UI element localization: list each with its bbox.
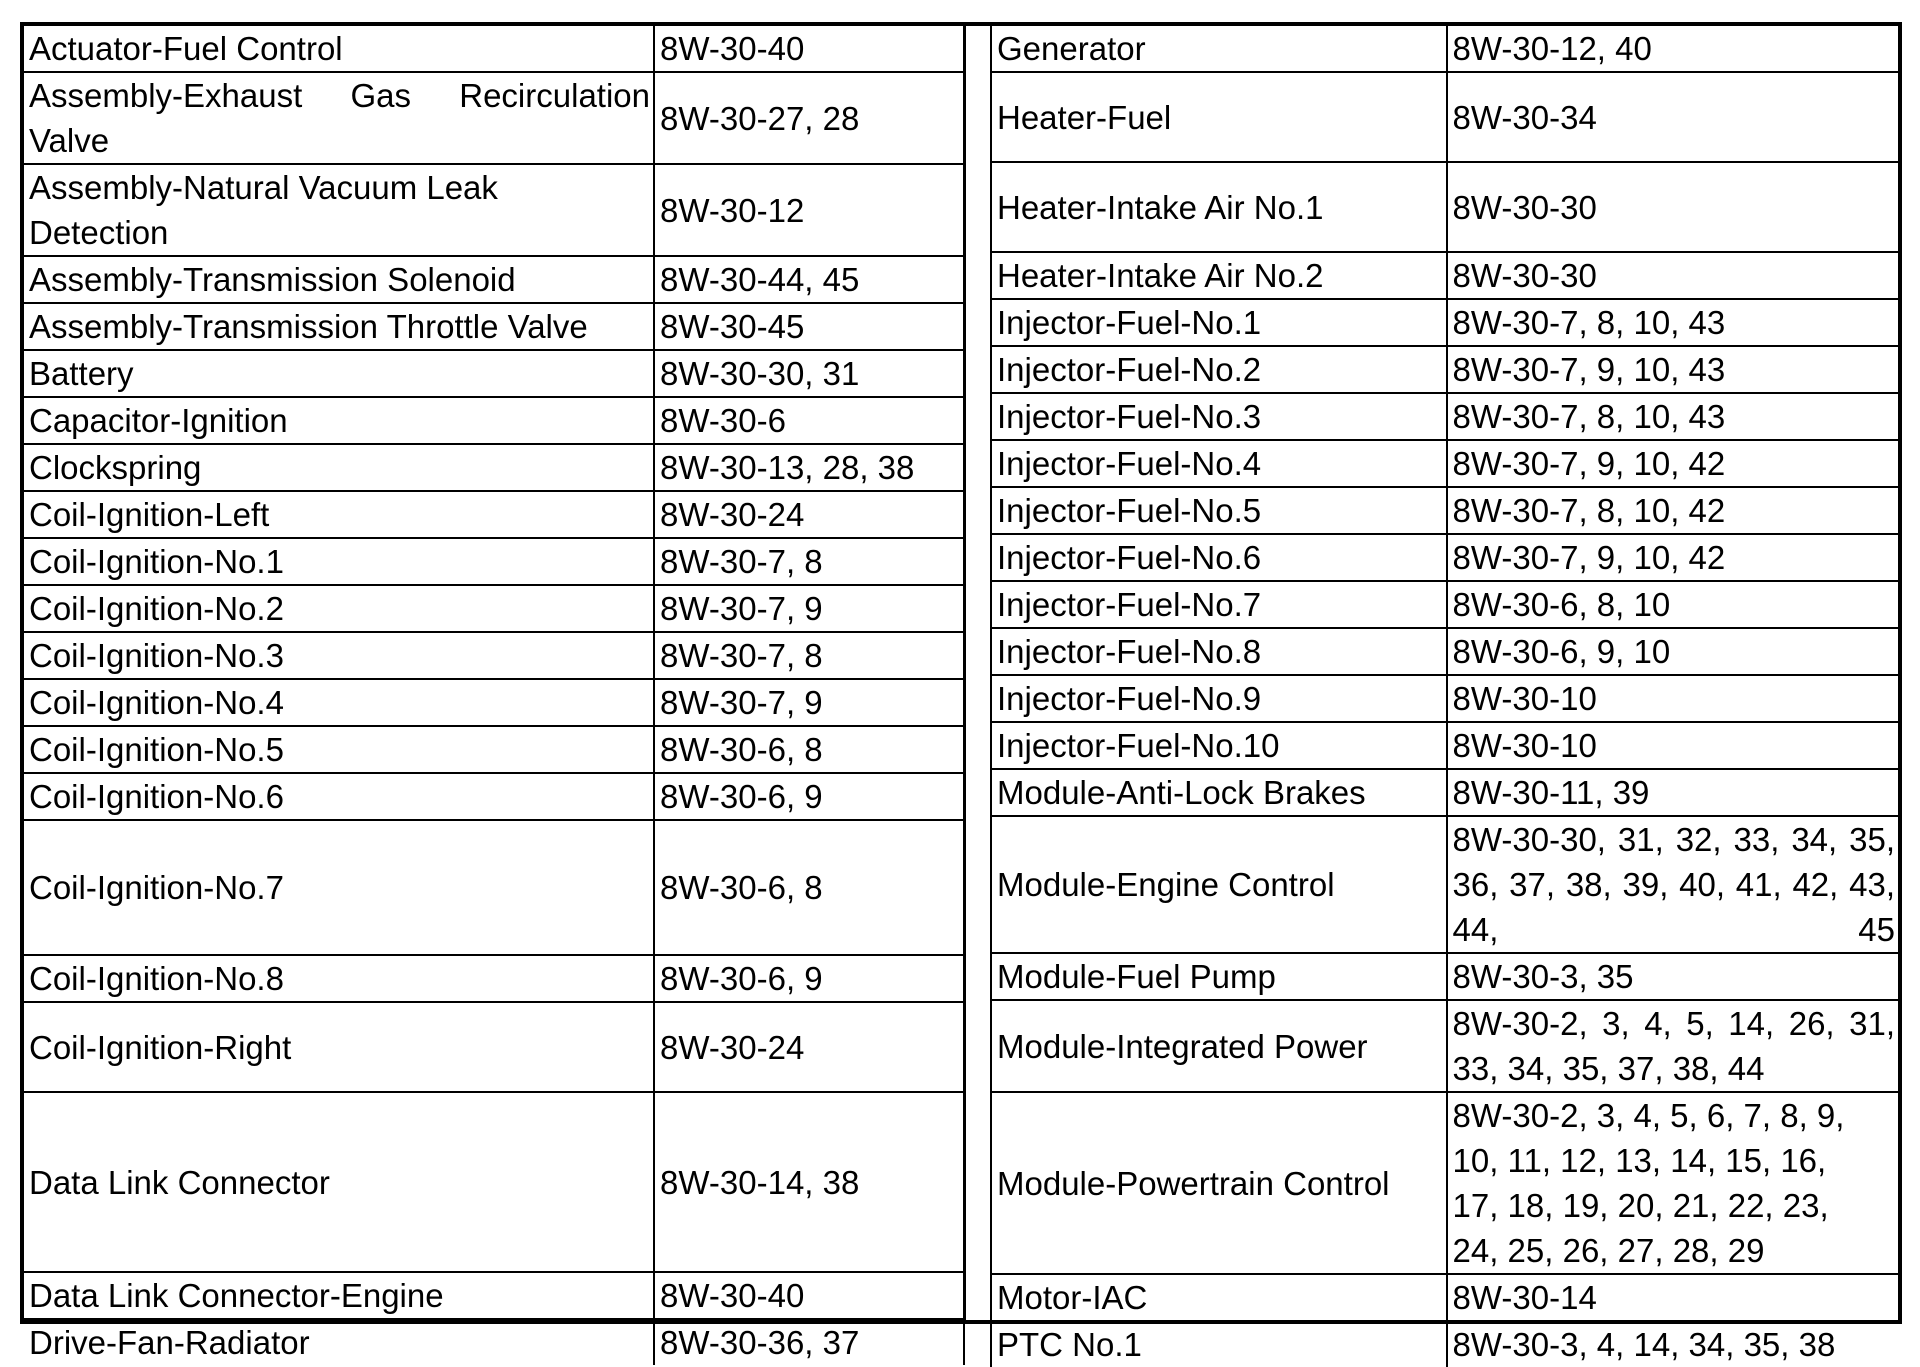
page-references: 8W-30-30, 31	[654, 350, 964, 397]
table-row	[991, 72, 1898, 162]
component-name: Injector-Fuel-No.3	[991, 393, 1447, 440]
page-references: 8W-30-30	[1447, 252, 1898, 299]
page-references: 8W-30-7, 8	[654, 538, 964, 585]
table-row	[24, 350, 964, 397]
table-row	[24, 1002, 964, 1092]
component-name: Coil-Ignition-No.1	[24, 538, 654, 585]
page-references: 8W-30-3, 4, 14, 34, 35, 38	[1447, 1321, 1898, 1367]
component-name: Injector-Fuel-No.2	[991, 346, 1447, 393]
component-name: Coil-Ignition-No.5	[24, 726, 654, 773]
page-references: 8W-30-14, 38	[654, 1092, 964, 1272]
component-name: Injector-Fuel-No.10	[991, 722, 1447, 769]
component-name: Actuator-Fuel Control	[24, 26, 654, 72]
component-table-right	[990, 26, 1898, 1367]
table-row	[991, 628, 1898, 675]
table-row	[24, 632, 964, 679]
table-row	[24, 820, 964, 955]
table-row	[24, 679, 964, 726]
page-references: 8W-30-2, 3, 4, 5, 6, 7, 8, 9, 10, 11, 12, 13, 14, 15, 16, 17, 18, 19, 20, 21, 22, 23, 24, 25, 26, 27, 28, 29	[1447, 1092, 1898, 1274]
table-row	[991, 440, 1898, 487]
page-references: 8W-30-7, 9, 10, 42	[1447, 440, 1898, 487]
component-name: Injector-Fuel-No.6	[991, 534, 1447, 581]
page-references: 8W-30-12, 40	[1447, 26, 1898, 72]
component-name: PTC No.1	[991, 1321, 1447, 1367]
component-name: Heater-Fuel	[991, 72, 1447, 162]
page-references: 8W-30-40	[654, 26, 964, 72]
page-references: 8W-30-13, 28, 38	[654, 444, 964, 491]
component-name: Injector-Fuel-No.9	[991, 675, 1447, 722]
table-row	[991, 487, 1898, 534]
component-name: Coil-Ignition-No.2	[24, 585, 654, 632]
page-references: 8W-30-24	[654, 1002, 964, 1092]
table-row	[991, 1092, 1898, 1274]
page-references: 8W-30-14	[1447, 1274, 1898, 1321]
component-name: Module-Powertrain Control	[991, 1092, 1447, 1274]
component-name: Data Link Connector	[24, 1092, 654, 1272]
table-row	[991, 534, 1898, 581]
page-references: 8W-30-6, 9	[654, 955, 964, 1002]
component-name: Injector-Fuel-No.8	[991, 628, 1447, 675]
component-name: Assembly-Transmission Throttle Valve	[24, 303, 654, 350]
page-references: 8W-30-6, 8	[654, 820, 964, 955]
component-name: Heater-Intake Air No.1	[991, 162, 1447, 252]
component-name: Module-Fuel Pump	[991, 953, 1447, 1000]
table-row	[991, 1321, 1898, 1367]
table-row	[24, 1092, 964, 1272]
table-row	[24, 585, 964, 632]
page-references: 8W-30-6, 9	[654, 773, 964, 820]
table-row	[24, 72, 964, 164]
component-name: Coil-Ignition-No.7	[24, 820, 654, 955]
table-row	[991, 581, 1898, 628]
component-name: Motor-IAC	[991, 1274, 1447, 1321]
page-references: 8W-30-6, 8	[654, 726, 964, 773]
table-row	[24, 164, 964, 256]
component-name: Coil-Ignition-Right	[24, 1002, 654, 1092]
component-name: Assembly-Natural Vacuum Leak Detection	[24, 164, 654, 256]
table-row	[991, 26, 1898, 72]
table-row	[24, 538, 964, 585]
page-references: 8W-30-36, 37	[654, 1319, 964, 1365]
page-references: 8W-30-7, 8, 10, 43	[1447, 393, 1898, 440]
page-references: 8W-30-7, 9	[654, 679, 964, 726]
column-separator	[964, 26, 990, 1320]
component-name: Injector-Fuel-No.1	[991, 299, 1447, 346]
table-row	[991, 675, 1898, 722]
component-name: Injector-Fuel-No.4	[991, 440, 1447, 487]
table-row	[991, 1274, 1898, 1321]
page-references: 8W-30-34	[1447, 72, 1898, 162]
table-row	[991, 953, 1898, 1000]
page-references: 8W-30-45	[654, 303, 964, 350]
table-row	[24, 491, 964, 538]
component-name: Capacitor-Ignition	[24, 397, 654, 444]
page-references: 8W-30-44, 45	[654, 256, 964, 303]
table-row	[24, 256, 964, 303]
component-index-sheet	[20, 22, 1902, 1363]
table-row	[24, 773, 964, 820]
page-references: 8W-30-7, 9	[654, 585, 964, 632]
component-name: Module-Anti-Lock Brakes	[991, 769, 1447, 816]
component-name: Coil-Ignition-No.3	[24, 632, 654, 679]
component-name: Drive-Fan-Radiator	[24, 1319, 654, 1365]
page-references: 8W-30-30	[1447, 162, 1898, 252]
table-row	[24, 303, 964, 350]
component-name: Generator	[991, 26, 1447, 72]
page-references: 8W-30-6, 8, 10	[1447, 581, 1898, 628]
component-name: Assembly-Exhaust Gas Recirculation Valve	[24, 72, 654, 164]
component-name: Module-Engine Control	[991, 816, 1447, 953]
page-references: 8W-30-7, 8, 10, 42	[1447, 487, 1898, 534]
component-name: Clockspring	[24, 444, 654, 491]
component-name: Heater-Intake Air No.2	[991, 252, 1447, 299]
component-name: Data Link Connector-Engine	[24, 1272, 654, 1319]
table-row	[991, 393, 1898, 440]
table-row	[991, 1000, 1898, 1092]
component-name: Coil-Ignition-No.8	[24, 955, 654, 1002]
page-references: 8W-30-6	[654, 397, 964, 444]
component-name: Assembly-Transmission Solenoid	[24, 256, 654, 303]
page-references: 8W-30-24	[654, 491, 964, 538]
page-references: 8W-30-7, 9, 10, 42	[1447, 534, 1898, 581]
table-row	[991, 252, 1898, 299]
page-references: 8W-30-27, 28	[654, 72, 964, 164]
page-references: 8W-30-2, 3, 4, 5, 14, 26, 31, 33, 34, 35, 37, 38, 44	[1447, 1000, 1898, 1092]
table-row	[991, 722, 1898, 769]
table-row	[24, 444, 964, 491]
page-references: 8W-30-7, 9, 10, 43	[1447, 346, 1898, 393]
page-references: 8W-30-30, 31, 32, 33, 34, 35, 36, 37, 38, 39, 40, 41, 42, 43, 44, 45	[1447, 816, 1898, 953]
table-row	[24, 26, 964, 72]
table-row	[24, 955, 964, 1002]
component-name: Battery	[24, 350, 654, 397]
table-row	[24, 1272, 964, 1319]
component-name: Coil-Ignition-No.4	[24, 679, 654, 726]
table-row	[991, 346, 1898, 393]
component-name: Injector-Fuel-No.5	[991, 487, 1447, 534]
page-references: 8W-30-6, 9, 10	[1447, 628, 1898, 675]
table-row	[991, 816, 1898, 953]
page-references: 8W-30-10	[1447, 675, 1898, 722]
table-row	[24, 726, 964, 773]
page-references: 8W-30-7, 8	[654, 632, 964, 679]
page-references: 8W-30-11, 39	[1447, 769, 1898, 816]
page-references: 8W-30-40	[654, 1272, 964, 1319]
table-row	[991, 299, 1898, 346]
component-name: Coil-Ignition-Left	[24, 491, 654, 538]
table-row	[991, 162, 1898, 252]
component-table-left	[24, 26, 965, 1365]
page-references: 8W-30-7, 8, 10, 43	[1447, 299, 1898, 346]
page-references: 8W-30-3, 35	[1447, 953, 1898, 1000]
table-row	[24, 1319, 964, 1365]
component-name: Coil-Ignition-No.6	[24, 773, 654, 820]
component-name: Injector-Fuel-No.7	[991, 581, 1447, 628]
table-row	[24, 397, 964, 444]
page-references: 8W-30-12	[654, 164, 964, 256]
page-references: 8W-30-10	[1447, 722, 1898, 769]
component-name: Module-Integrated Power	[991, 1000, 1447, 1092]
table-row	[991, 769, 1898, 816]
